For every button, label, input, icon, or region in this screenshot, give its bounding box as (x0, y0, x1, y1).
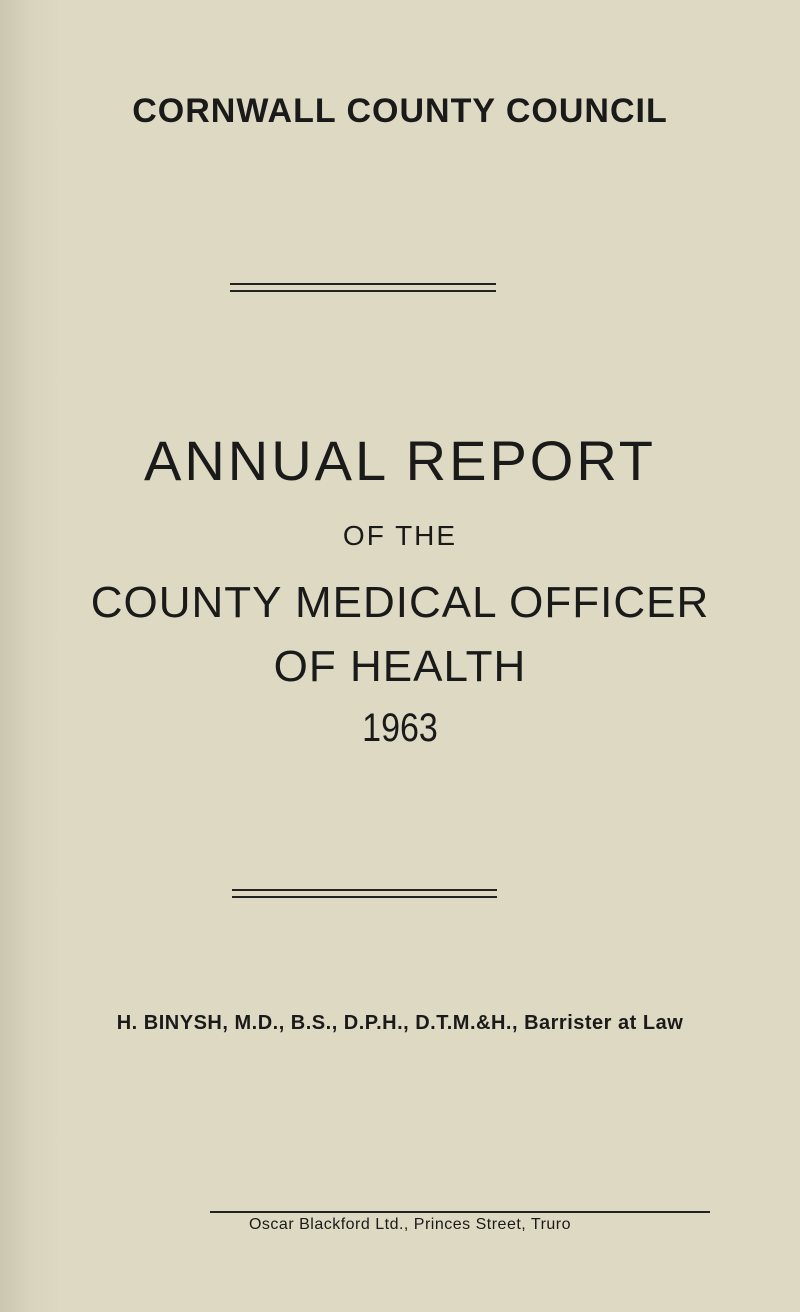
report-year: 1963 (362, 706, 438, 750)
middle-double-rule (232, 889, 497, 898)
of-the-label: OF THE (342, 520, 458, 551)
report-title: ANNUAL REPORT (144, 429, 656, 492)
council-name: CORNWALL COUNTY COUNCIL (132, 92, 668, 130)
bottom-rule (210, 1211, 710, 1213)
printer-imprint: Oscar Blackford Ltd., Princes Street, Truro (248, 1216, 572, 1233)
subtitle-line-2: OF HEALTH (273, 642, 527, 691)
subtitle-line-1: COUNTY MEDICAL OFFICER (90, 578, 710, 627)
author-credentials: H. BINYSH, M.D., B.S., D.P.H., D.T.M.&H., Barrister at Law (116, 1012, 684, 1034)
top-double-rule (230, 283, 496, 292)
